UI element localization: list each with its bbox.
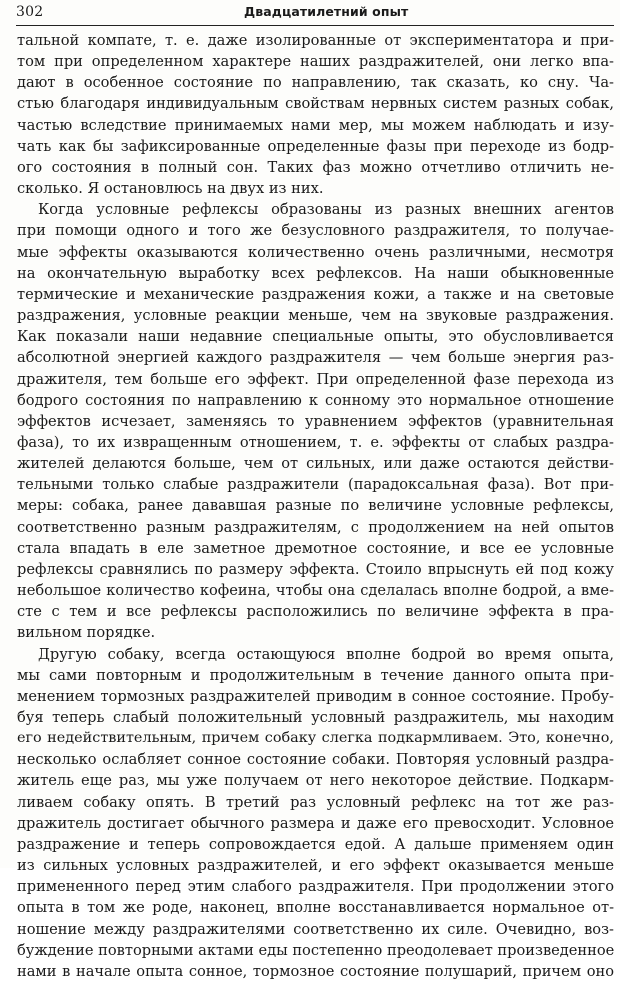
text-line: из сильных условных раздражителей, и его эффект оказывается меньше xyxy=(17,857,614,875)
text-line: дражителя, тем больше его эффект. При определенной фазе перехода из xyxy=(17,370,614,388)
page-number: 302 xyxy=(16,4,44,20)
text-line: несколько ослабляет сонное состояние собаки. Повторяя условный раздра- xyxy=(17,751,614,769)
text-line: частью вследствие принимаемых нами мер, мы можем наблюдать и изу- xyxy=(17,116,614,134)
text-line: ливаем собаку опять. В третий раз условный рефлекс на тот же раз- xyxy=(17,793,614,811)
text-line: ого состояния в полный сон. Таких фаз можно отчетливо отличить не- xyxy=(17,158,614,176)
text-line: меры: собака, ранее дававшая разные по величине условные рефлексы, xyxy=(17,497,614,515)
text-line: житель еще раз, мы уже получаем от него некоторое действие. Подкарм- xyxy=(17,772,614,790)
running-title: Двадцатилетний опыт xyxy=(244,4,409,19)
text-line: вильном порядке. xyxy=(17,624,156,642)
text-line: сколько. Я остановлюсь на двух из них. xyxy=(17,180,324,198)
text-line: ношение между раздражителями соответственно их силе. Очевидно, воз- xyxy=(17,920,614,938)
text-line: фаза), то их извращенным отношением, т. е. эффекты от слабых раздра- xyxy=(17,433,614,451)
text-line: тельными только слабые раздражители (парадоксальная фаза). Вот при- xyxy=(17,476,614,494)
text-line: эффектов исчезает, заменяясь то уравнением эффектов (уравнительная xyxy=(17,412,614,430)
text-line: жителей делаются больше, чем от сильных, или даже остаются действи- xyxy=(17,455,614,473)
text-line: стью благодаря индивидуальным свойствам нервных систем разных собак, xyxy=(17,95,614,113)
page-header xyxy=(16,2,614,24)
text-line: буя теперь слабый положительный условный раздражитель, мы находим xyxy=(17,709,614,726)
text-line: том при определенном характере наших раздражителей, они легко впа- xyxy=(17,53,614,71)
text-line: абсолютной энергией каждого раздражителя — чем больше энергия раз- xyxy=(17,349,614,367)
text-line: на окончательную выработку всех рефлексов. На наши обыкновенные xyxy=(17,264,614,282)
header-rule xyxy=(16,25,614,26)
paragraph-first-line: Когда условные рефлексы образованы из разных внешних агентов xyxy=(38,201,614,219)
text-line: Как показали наши недавние специальные опыты, это обусловливается xyxy=(17,328,614,346)
text-line: термические и механические раздражения кожи, а также и на световые xyxy=(17,285,614,303)
text-line: опыта в том же роде, наконец, вполне восстанавливается нормальное от- xyxy=(17,899,614,917)
text-line: небольшое количество кофеина, чтобы она сделалась вполне бодрой, а вме- xyxy=(17,582,614,600)
text-line: менением тормозных раздражителей приводим в сонное состояние. Пробу- xyxy=(17,687,614,705)
text-line: бодрого состояния по направлению к сонному это нормальное отношение xyxy=(17,391,614,409)
text-line: мы сами повторным и продолжительным в течение данного опыта при- xyxy=(17,666,614,684)
text-line: дают в особенное состояние по направлению, так сказать, ко сну. Ча- xyxy=(17,74,614,92)
text-line: чать как бы зафиксированные определенные фазы при переходе из бодр- xyxy=(17,137,614,155)
text-line: рефлексы сравнялись по размеру эффекта. Стоило впрыснуть ей под кожу xyxy=(17,560,614,578)
paragraph-first-line: Другую собаку, всегда остающуюся вполне бодрой во время опыта, xyxy=(38,645,614,663)
text-line: сте с тем и все рефлексы расположились по величине эффекта в пра- xyxy=(17,603,614,621)
text-line: мые эффекты оказываются количественно очень различными, несмотря xyxy=(17,243,614,261)
text-line: буждение повторными актами еды постепенно преодолевает произведенное xyxy=(17,941,614,959)
text-line: дражитель достигает обычного размера и даже его превосходит. Условное xyxy=(17,814,614,832)
body-text xyxy=(17,30,614,982)
text-line: раздражения, условные реакции меньше, чем на звуковые раздражения. xyxy=(17,307,614,325)
text-line: примененного перед этим слабого раздражителя. При продолжении этого xyxy=(17,878,614,896)
text-line: при помощи одного и того же безусловного раздражителя, то получае- xyxy=(17,222,614,240)
text-line: нами в начале опыта сонное, тормозное состояние полушарий, причем оно xyxy=(17,962,614,980)
text-line: его недействительным, причем собаку слегка подкармливаем. Это, конечно, xyxy=(17,730,614,747)
text-line: стала впадать в еле заметное дремотное состояние, и все ее условные xyxy=(17,539,614,557)
text-line: раздражение и теперь сопровождается едой. А дальше применяем один xyxy=(17,835,614,853)
text-line: соответственно разным раздражителям, с продолжением на ней опытов xyxy=(17,518,614,536)
text-line: тальной компате, т. е. даже изолированные от экспериментатора и при- xyxy=(17,32,614,49)
